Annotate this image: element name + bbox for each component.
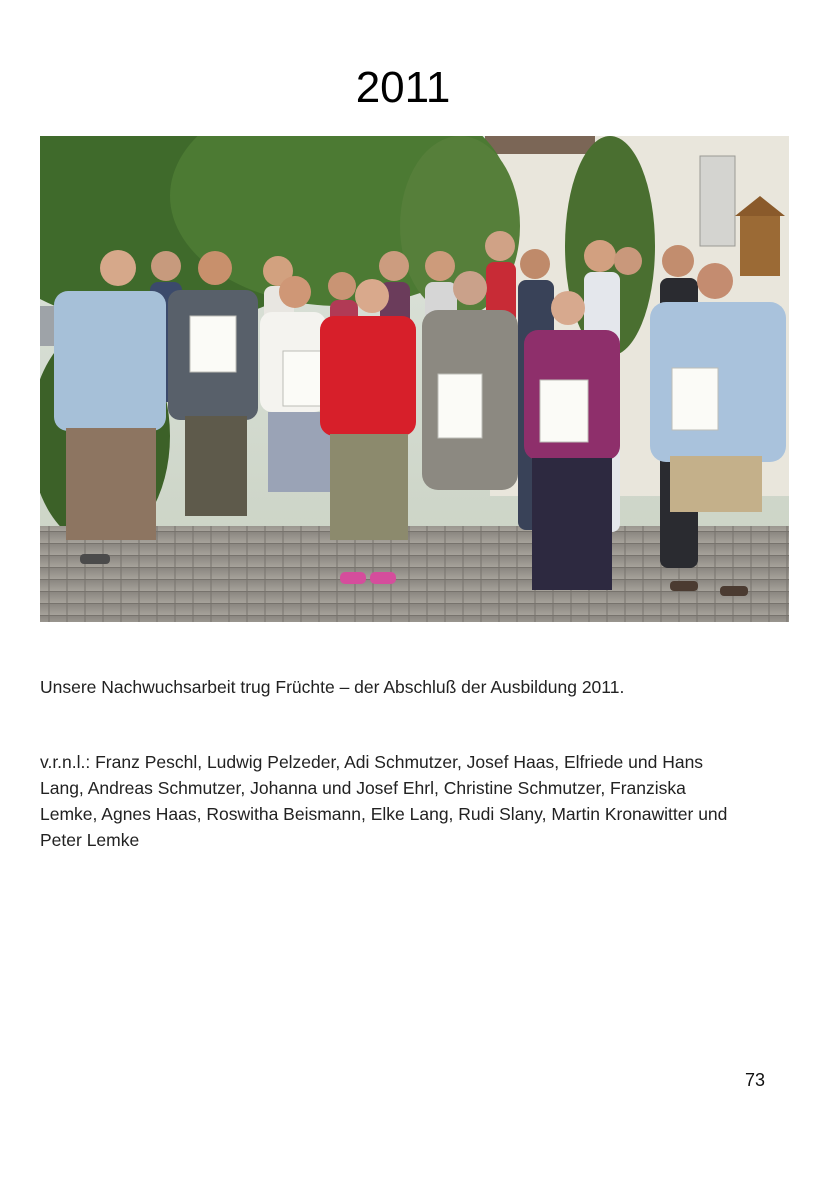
- names-list: v.r.n.l.: Franz Peschl, Ludwig Pelzeder, Adi Schmutzer, Josef Haas, Elfriede und Hans Lang, Andreas Schmutzer, Johanna und Josef Ehrl, Christine Schmutzer, Franziska Lemke, Agnes Haas, Roswitha Beismann, Elke Lang, Rudi Slany, Martin Kronawitter und Peter Lemke: [40, 752, 728, 850]
- group-photo-illustration: [40, 136, 789, 622]
- group-photo: [40, 136, 789, 622]
- page-number: 73: [744, 1070, 766, 1090]
- caption: Unsere Nachwuchsarbeit trug Früchte – der Abschluß der Ausbildung 2011.: [40, 677, 625, 697]
- page-title: 2011: [355, 63, 451, 112]
